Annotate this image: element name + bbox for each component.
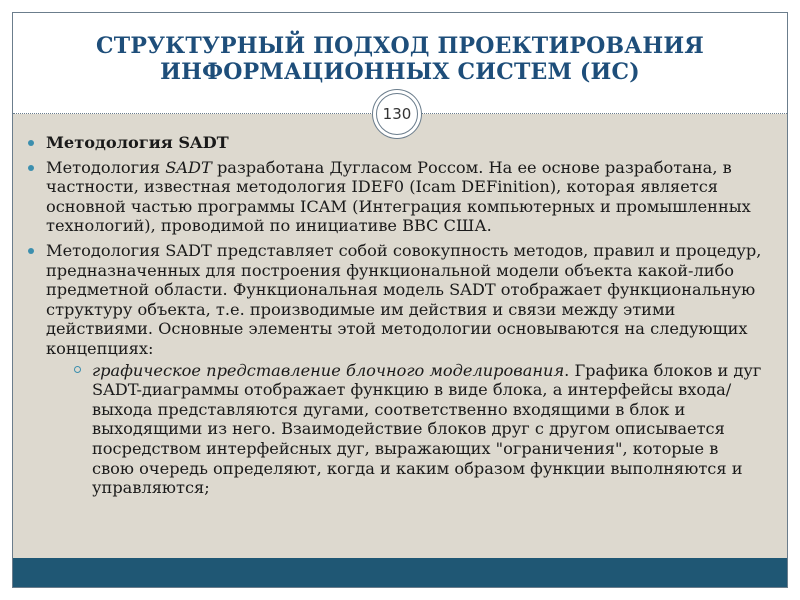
subitem-text-italic: графическое представление блочного моделирования: [92, 360, 565, 380]
item-text-italic: SADT: [165, 157, 212, 177]
list-item: [24, 158, 762, 236]
bullet-dot-icon: [28, 165, 34, 171]
sub-list-item: [68, 361, 762, 498]
bottom-bar: [13, 558, 787, 587]
list-item: [24, 133, 762, 153]
bullet-dot-icon: [28, 248, 34, 254]
bullet-dot-icon: [28, 140, 34, 146]
slide-title: [13, 33, 787, 85]
bullet-circle-icon: [74, 366, 81, 373]
item-heading: Методология SADT: [46, 133, 229, 152]
bullet-list: [24, 133, 762, 503]
title-line-2: ИНФОРМАЦИОННЫХ СИСТЕМ (ИС): [160, 59, 640, 85]
item-text-part: Методология: [46, 157, 166, 177]
item-text: Методология SADT представляет собой совокупность методов, правил и процедур, предназначенных для построения функциональной модели объекта какой-либо предметной области. Функциональная модель SADT отображает функциональную структуру объекта, т.е. производимые им действия и связи между этими действиями. Основные элементы этой методологии основываются на следующих концепциях:: [46, 240, 762, 358]
list-item: [24, 241, 762, 498]
item-text-part: разработана Дугласом Россом. На ее основе разработана, в частности, известная методология IDEF0 (Icam DEFinition), которая является основной частью программы ICAM (Интеграция компьютерных и промышленных технологий), проводимой по инициативе ВВС США.: [46, 157, 751, 236]
title-line-1: СТРУКТУРНЫЙ ПОДХОД ПРОЕКТИРОВАНИЯ: [96, 33, 704, 59]
subitem-text: . Графика блоков и дуг SADT-диаграммы отображает функцию в виде блока, а интерфейсы входа/выхода представляются дугами, соответственно входящими в блок и выходящими из него. Взаимодействие блоков друг с другом описывается посредством интерфейсных дуг, выражающих "ограничения", которые в свою очередь определяют, когда и каким образом функции выполняются и управляются;: [92, 360, 762, 498]
page-number-badge: 130: [376, 93, 418, 135]
